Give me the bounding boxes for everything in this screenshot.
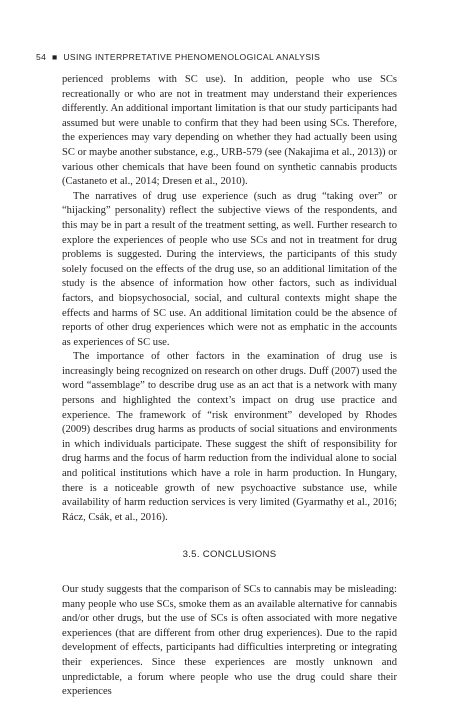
paragraph-narratives: The narratives of drug use experience (such as drug “taking over” or “hijacking” personality) reflect the subjective views of the respondents, and this may be in part a result of the treatment setting, as well. Further research to explore the experiences of people who use SCs and not in treatment for drug problems is suggested. During the interviews, the participants of this study solely focused on the effects of the drug use, so an additional limitation of the study is the absence of information how other factors, such as individual factors, and biopsychosocial, social, and cultural contexts might shape the effects and harms of SC use. An additional limitation could be the absence of reports of other drug experiences which were not as emphatic in the accounts as experiences of SC use. (62, 190, 397, 348)
body-text (62, 73, 397, 700)
paragraph-limitations-continued: perienced problems with SC use). In addition, people who use SCs recreationally or who are not in treatment may understand their experiences differently. An additional important limitation is that our study participants had assumed but were unable to confirm that they had been using SCs. Therefore, the experiences may vary depending on whether they had actually been using SC or maybe another substance, e.g., URB-579 (see (Nakajima et al., 2013)) or various other chemicals that have been found on synthetic cannabis products (Castaneto et al., 2014; Dresen et al., 2010). (62, 74, 397, 188)
separator-glyph: ■ (52, 52, 58, 62)
running-title: USING INTERPRETATIVE PHENOMENOLOGICAL ANALYSIS (63, 52, 321, 62)
paragraph-other-factors: The importance of other factors in the examination of drug use is increasingly being recognized on research on other drugs. Duff (2007) used the word “assemblage” to describe drug use as an act that is a network with many persons and highlighted the context’s impact on drug use practice and experience. The framework of “risk environment” developed by Rhodes (2009) describes drug harms as products of social situations and environments in which individuals participate. These suggest the shift of responsibility for drug harms and the focus of harm reduction from the individual alone to social and political institutions which have a role in harm production. In Hungary, there is a noticeable growth of new psychoactive substance use, while availability of harm reduction services is very limited (Gyarmathy et al., 2016; Rácz, Csák, et al., 2016). (62, 351, 397, 523)
running-head (36, 52, 320, 62)
section-heading-conclusions: 3.5. CONCLUSIONS (182, 549, 277, 561)
paragraph-conclusions: Our study suggests that the comparison of SCs to cannabis may be misleading: many people who use SCs, smoke them as an available alternative for cannabis and/or other drugs, but the use of SCs is often associated with more negative experiences (that are different from other drug experiences). Due to the rapid development of effects, participants had difficulties interpreting or integrating their experiences. Since these experiences are mostly unknown and unpredictable, a forum where people who use the drug could share their experiences (62, 584, 397, 698)
page-number: 54 (36, 52, 47, 62)
